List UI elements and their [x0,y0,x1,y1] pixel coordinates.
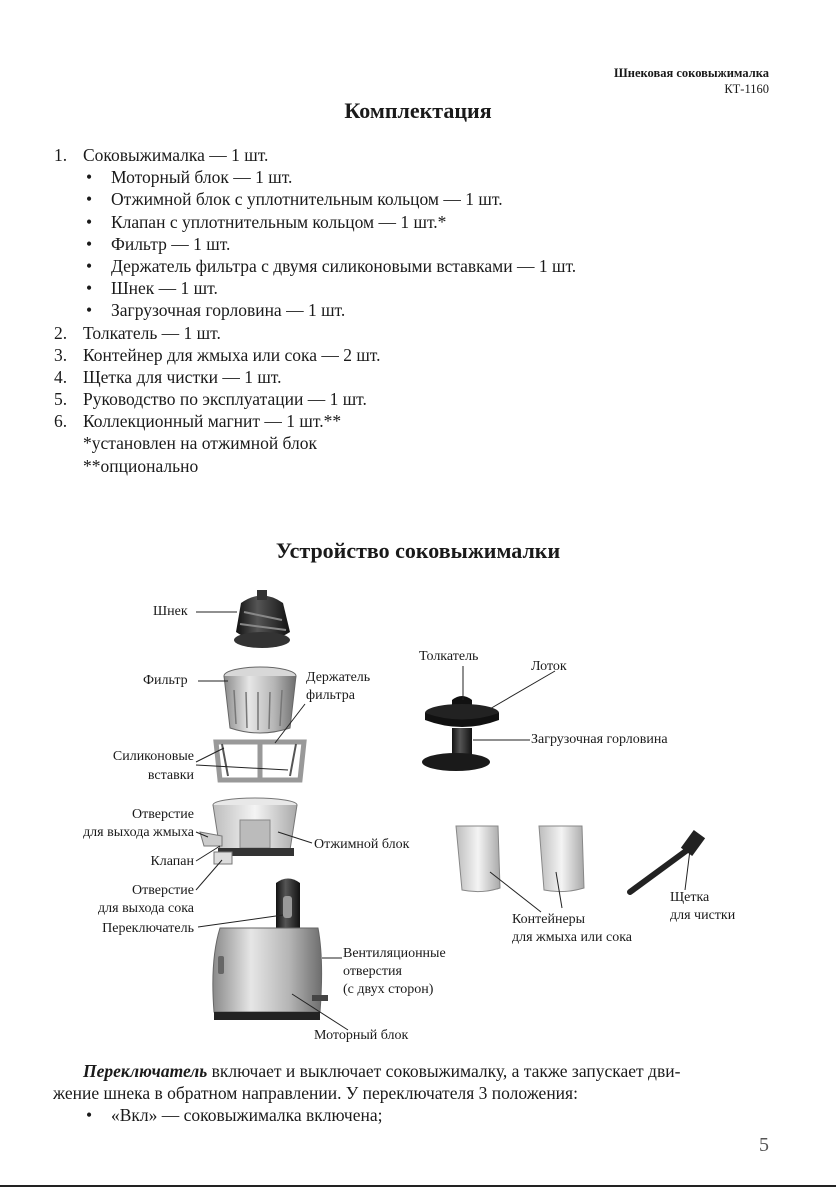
label-containers-1: Контейнеры [512,912,586,927]
label-filter-holder-2: фильтра [306,688,355,703]
bottom-rule [0,1185,836,1187]
label-vents-3: (с двух сторон) [343,982,434,997]
label-vents-1: Вентиляционные [343,946,446,961]
label-pulp-outlet-1: Отверстие [131,807,194,822]
label-containers-2: для жмыха или сока [512,930,633,945]
filter-holder-image [216,742,304,780]
label-auger: Шнек [153,604,188,619]
label-filter-holder-1: Держатель [306,670,371,685]
filter-image [224,667,296,733]
label-tray: Лоток [531,659,567,674]
containers-image [456,826,584,892]
motor-block-image [213,879,328,1021]
label-feed-chute: Загрузочная горловина [531,732,668,747]
section-heading-contents: Комплектация [344,98,492,123]
page-number: 5 [759,1134,769,1156]
header-model: КТ-1160 [724,82,769,96]
squeeze-block-image [200,798,297,864]
switch-position-on: «Вкл» — соковыжималка включена; [111,1105,383,1125]
label-juice-outlet-2: для выхода сока [98,901,194,916]
label-silicone-2: вставки [147,768,194,783]
feed-chute-image [422,696,499,771]
label-pulp-outlet-2: для выхода жмыха [83,825,194,840]
label-switch: Переключатель [102,921,194,936]
label-brush-2: для чистки [670,908,736,923]
label-motor-block: Моторный блок [314,1028,409,1043]
switch-term: Переключатель [83,1061,208,1081]
label-squeeze-block: Отжимной блок [314,837,410,852]
label-juice-outlet-1: Отверстие [131,883,194,898]
section-heading-device: Устройство соковыжималки [275,538,561,563]
switch-description: Переключатель включает и выключает соковыжималку, а также запускает дви- жение шнека в обратном направлении. У переключателя 3 положения: [53,1061,681,1103]
auger-image [234,590,290,648]
label-brush-1: Щетка [670,890,710,905]
label-filter: Фильтр [143,673,188,688]
label-vents-2: отверстия [343,964,402,979]
brush-image [630,830,705,892]
label-valve: Клапан [150,854,194,869]
label-silicone-1: Силиконовые [112,749,194,764]
switch-position-bullet: • [86,1105,93,1125]
label-pusher: Толкатель [419,649,479,664]
header-title: Шнековая соковыжималка [614,66,769,80]
